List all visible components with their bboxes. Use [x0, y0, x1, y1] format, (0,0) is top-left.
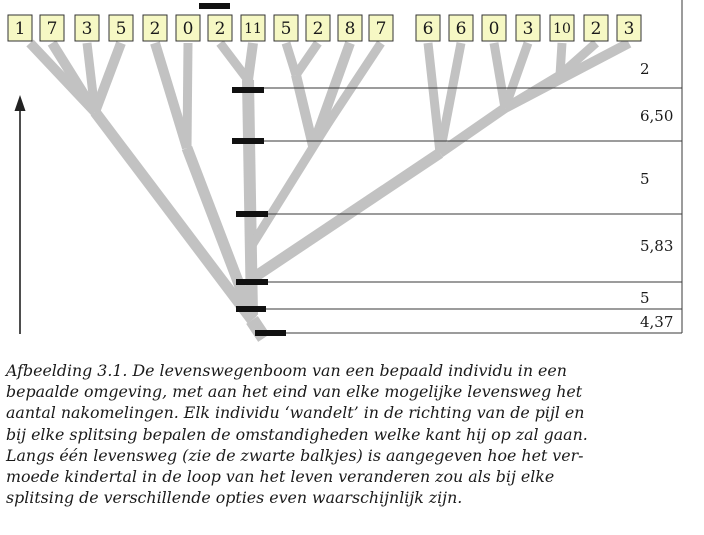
leaf-offspring-count: 1 [14, 19, 26, 39]
tree-branch [187, 43, 188, 148]
leaf-box [143, 15, 167, 41]
leaf-box [550, 15, 574, 41]
caption-line: bij elke splitsing bepalen de omstandigheden welke kant hij op zal gaan. [6, 424, 588, 444]
leaf-offspring-count: 11 [244, 21, 262, 37]
leaf-offspring-count: 6 [422, 19, 434, 39]
path-marker [255, 330, 286, 336]
leaf-offspring-count: 7 [375, 19, 387, 39]
caption-line: bepaalde omgeving, met aan het eind van elke mogelijke levensweg het [6, 382, 583, 402]
leaf-box [449, 15, 473, 41]
caption-line: aantal nakomelingen. Elk individu ‘wandelt’ in de richting van de pijl en [6, 403, 585, 423]
caption-line: splitsing de verschillende opties even waarschijnlijk zijn. [6, 488, 463, 508]
tree-branch [95, 112, 252, 320]
path-marker [232, 138, 264, 144]
tree-branch [428, 43, 440, 153]
leaf-box [617, 15, 641, 41]
tree-branches [30, 43, 629, 338]
level-value: 6,50 [640, 107, 674, 125]
level-value: 4,37 [640, 313, 674, 331]
tree-branch [494, 43, 505, 108]
path-marker [199, 3, 230, 9]
leaf-offspring-count: 2 [149, 19, 161, 39]
leaf-box [109, 15, 133, 41]
leaf-box [176, 15, 200, 41]
leaf-offspring-count: 5 [280, 19, 292, 39]
leaf-offspring-count: 6 [455, 19, 467, 39]
figure-caption [6, 360, 700, 508]
leaf-box [338, 15, 362, 41]
leaf-box [416, 15, 440, 41]
leaf-box [274, 15, 298, 41]
leaf-box [75, 15, 99, 41]
leaf-box [516, 15, 540, 41]
leaf-box [208, 15, 232, 41]
level-value: 2 [640, 60, 650, 78]
path-marker [236, 211, 268, 217]
leaf-offspring-count: 0 [182, 19, 194, 39]
leaf-box [306, 15, 330, 41]
leaf-offspring-count: 2 [312, 19, 324, 39]
path-marker [236, 279, 268, 285]
caption-line: Langs één levensweg (zie de zwarte balkjes) is aangegeven hoe het ver- [6, 445, 584, 465]
tree-branch [155, 43, 187, 148]
leaf-boxes [8, 15, 641, 41]
leaf-box [369, 15, 393, 41]
caption-line: moede kindertal in de loop van het leven veranderen zou als bij elke [6, 467, 555, 487]
leaf-box [584, 15, 608, 41]
level-value: 5 [640, 170, 650, 188]
leaf-offspring-count: 7 [46, 19, 58, 39]
leaf-offspring-count: 0 [488, 19, 500, 39]
tree-branch [296, 43, 318, 75]
tree-branch [296, 75, 313, 146]
path-marker [236, 306, 266, 312]
leaf-offspring-count: 3 [623, 19, 635, 39]
leaf-offspring-count: 2 [590, 19, 602, 39]
tree-branch [95, 43, 121, 112]
tree-branch [248, 43, 253, 80]
leaf-offspring-count: 3 [81, 19, 93, 39]
leaf-offspring-count: 3 [522, 19, 534, 39]
leaf-offspring-count: 5 [115, 19, 127, 39]
leaf-box [40, 15, 64, 41]
leaf-offspring-count: 8 [344, 19, 356, 39]
leaf-box [8, 15, 32, 41]
expected-offspring-values [640, 60, 673, 331]
tree-branch [250, 153, 440, 280]
tree-branch [187, 148, 252, 318]
path-marker [232, 87, 264, 93]
leaf-offspring-count: 10 [553, 21, 571, 37]
leaf-box [482, 15, 506, 41]
level-value: 5 [640, 289, 650, 307]
up-arrow-icon [15, 95, 26, 334]
leaf-offspring-count: 2 [214, 19, 226, 39]
leaf-box [241, 15, 265, 41]
caption-line: Afbeelding 3.1. De levenswegenboom van een bepaald individu in een [6, 361, 567, 380]
level-value: 5,83 [640, 237, 674, 255]
